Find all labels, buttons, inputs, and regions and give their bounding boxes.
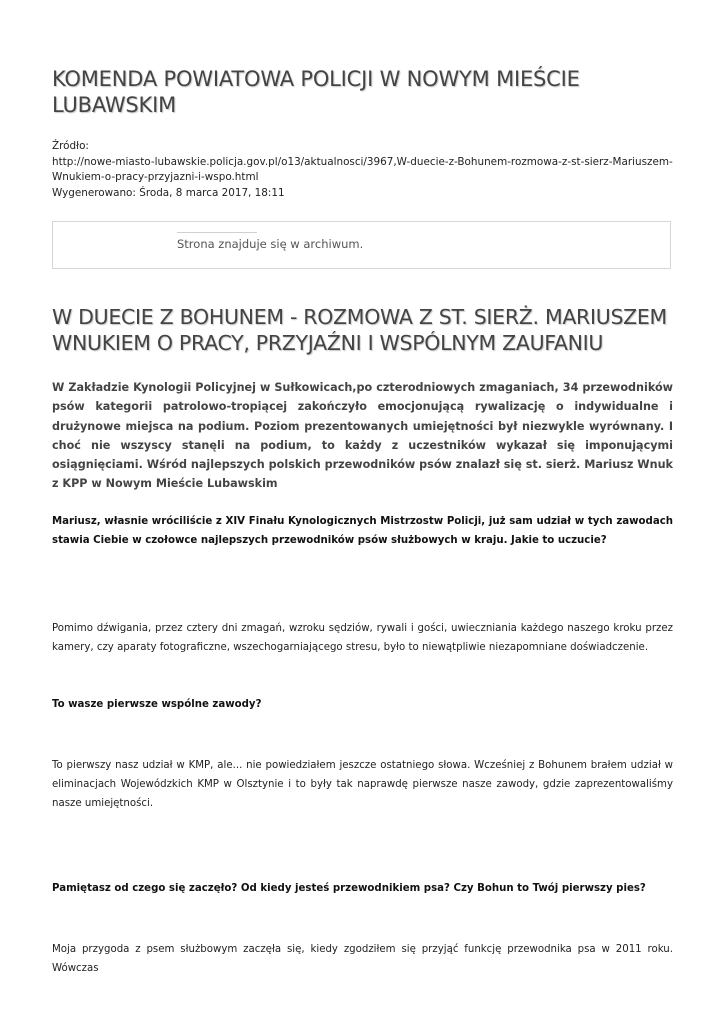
generated-date: Wygenerowano: Środa, 8 marca 2017, 18:11 xyxy=(52,186,285,199)
interview-question: To wasze pierwsze wspólne zawody? xyxy=(52,699,262,710)
interview-answer: Pomimo dźwigania, przez cztery dni zmagań, wzroku sędziów, rywali i gości, uwieczniania każdego naszego kroku przez kamery, czy aparaty fotograficzne, wszechogarniającego stresu, było to niewątpliwie niezapomniane doświadczenie. xyxy=(52,623,673,653)
interview-answer: To pierwszy nasz udział w KMP, ale... nie powiedziałem jeszcze ostatniego słowa. Wcześniej z Bohunem brałem udział w eliminacjach Wojewódzkich KMP w Olsztynie i to były tak naprawdę pierwsze nasze zawody, gdzie zaprezentowaliśmy nasze umiejętności. xyxy=(52,760,673,809)
interview-question: Mariusz, własnie wróciliście z XIV Finału Kynologicznych Mistrzostw Policji, już sam udział w tych zawodach stawia Ciebie w czołowce najlepszych przewodników psów służbowych w kraju. Jakie to uczucie? xyxy=(52,516,673,546)
article-lead: W Zakładzie Kynologii Policyjnej w Sułkowicach,po czterodniowych zmaganiach, 34 przewodników psów kategorii patrolowo-tropiącej zakończyło emocjonującą rywalizację o indywidualne i drużynowe miejsca na podium. Poziom prezentowanych umiejętności był niezwykle wyrównany. I choć nie wszyscy stanęli na podium, to każdy z uczestników wykazał się imponującymi osiągnięciami. Wśród najlepszych polskich przewodników psów znalazł się st. sierż. Mariusz Wnuk z KPP w Nowym Mieście Lubawskim xyxy=(52,381,673,491)
interview-answer: Moja przygoda z psem służbowym zaczęła się, kiedy zgodziłem się przyjąć funkcję przewodnika psa w 2011 roku. Wówczas xyxy=(52,944,673,974)
archive-notice: Strona znajduje się w archiwum. xyxy=(177,237,364,251)
divider xyxy=(177,232,257,233)
article-title: W DUECIE Z BOHUNEM - ROZMOWA Z ST. SIERŻ. MARIUSZEM WNUKIEM O PRACY, PRZYJAŹNI I WSPÓLNYM ZAUFANIU xyxy=(52,305,667,355)
source-url: http://nowe-miasto-lubawskie.policja.gov.pl/o13/aktualnosci/3967,W-duecie-z-Bohunem-rozmowa-z-st-sierz-Mariuszem-Wnukiem-o-pracy-przyjazni-i-wspo.html xyxy=(52,155,673,183)
interview-question: Pamiętasz od czego się zaczęło? Od kiedy jesteś przewodnikiem psa? Czy Bohun to Twój pierwszy pies? xyxy=(52,883,646,894)
archive-notice-box xyxy=(52,221,671,269)
source-label: Źródło: xyxy=(52,140,89,152)
source-meta xyxy=(52,139,677,201)
site-title: KOMENDA POWIATOWA POLICJI W NOWYM MIEŚCIE LUBAWSKIM xyxy=(52,67,580,117)
